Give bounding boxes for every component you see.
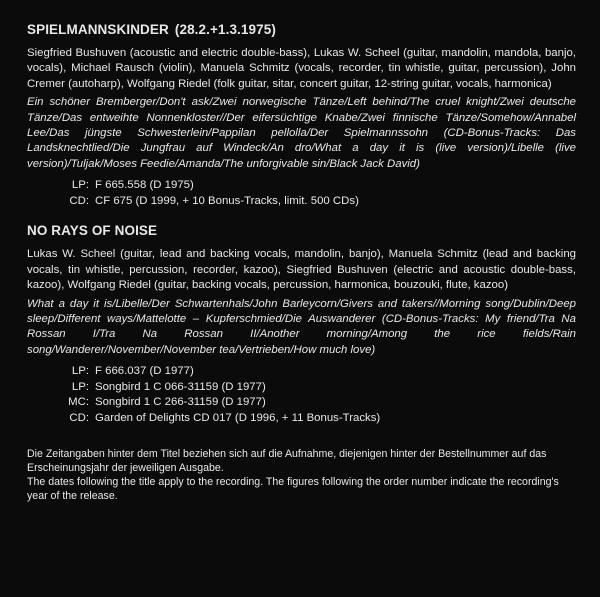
release-details: Garden of Delights CD 017 (D 1996, + 11 Bonus-Tracks) <box>95 412 381 425</box>
release-details: F 666.037 (D 1977) <box>95 365 194 378</box>
tracklist-text: Ein schöner Bremberger/Don't ask/Zwei norwegische Tänze/Left behind/The cruel knight/Zwei deutsche Tänze/Das entweihte Nonnenkloster//Der eifersüchtige Knabe/Zwei finnische Tänze/Somehow/Annabel Lee/Das jüngste Schwesterlein/Pappilan pellolla/Der Spielmannssohn (CD-Bonus-Tracks: Das Landsknechtlied/Die Jungfrau auf Windeck/An dro/What a day it is (live version)/Libelle (live version)/Tuljak/Moses Feedie/Amanda/The unforgivable sin/Black Jack David) <box>27 96 576 170</box>
album-title-text: SPIELMANNSKINDER <box>27 22 169 37</box>
release-details: CF 675 (D 1999, + 10 Bonus-Tracks, limit. 500 CDs) <box>95 194 359 207</box>
release-format: LP: <box>71 179 89 192</box>
date-notes <box>27 447 576 504</box>
release-row <box>65 178 576 194</box>
release-format: CD: <box>69 412 89 425</box>
recording-dates: (28.2.+1.3.1975) <box>174 22 276 37</box>
album-title-text: NO RAYS OF NOISE <box>27 223 158 239</box>
tracklist-text: What a day it is/Libelle/Der Schwartenhals/John Barleycorn/Givers and takers//Morning song/Dublin/Deep sleep/Different ways/Mattelotte – Kupferschmied/Die Auswanderer (CD-Bonus-Tracks: My friend/Tra Na Rossan I/Tra Na Rossan II/Another morning/Among the rice fields/Rain song/Wanderer/November/November tea/Vertrieben/How much love) <box>27 297 576 356</box>
release-details: F 665.558 (D 1975) <box>95 179 194 192</box>
note-german: Die Zeitangaben hinter dem Titel beziehen sich auf die Aufnahme, diejenigen hinter der Bestellnummer auf das Erscheinungsjahr der jeweiligen Ausgabe. <box>27 447 547 474</box>
album-section-no-rays-of-noise <box>27 223 576 426</box>
release-details: Songbird 1 C 266-31159 (D 1977) <box>95 396 266 409</box>
release-row <box>65 380 576 396</box>
personnel-text: Lukas W. Scheel (guitar, lead and backing vocals, mandolin, banjo), Manuela Schmitz (lead and backing vocals, tin whistle, percussion, recorder, kazoo), Siegfried Bushuven (electric and acoustic double-bass, kazoo), Wolfgang Riedel (guitar, backing vocals, percussion, harmonica, bouzouki, flute, kazoo) <box>27 248 576 292</box>
release-list <box>65 178 576 209</box>
album-section-spielmannskinder <box>27 22 576 209</box>
release-row <box>65 194 576 210</box>
release-row <box>65 411 576 427</box>
album-title <box>27 22 576 37</box>
release-details: Songbird 1 C 066-31159 (D 1977) <box>95 380 266 393</box>
release-list <box>65 364 576 426</box>
personnel-text: Siegfried Bushuven (acoustic and electric double-bass), Lukas W. Scheel (guitar, mandolin, mandola, banjo, vocals), Michael Rausch (violin), Manuela Schmitz (vocals, recorder, tin whistle, guitar, percussion), John Cremer (autoharp), Wolfgang Riedel (folk guitar, sitar, concert guitar, 12-string guitar, vocals, harmonica) <box>27 47 576 90</box>
release-row <box>65 364 576 380</box>
release-format: LP: <box>71 365 89 378</box>
album-title <box>27 223 576 238</box>
release-format: CD: <box>69 194 89 207</box>
note-english: The dates following the title apply to the recording. The figures following the order number indicate the recording's year of the release. <box>27 476 559 503</box>
release-format: LP: <box>71 380 89 393</box>
release-format: MC: <box>68 396 89 409</box>
release-row <box>65 395 576 411</box>
